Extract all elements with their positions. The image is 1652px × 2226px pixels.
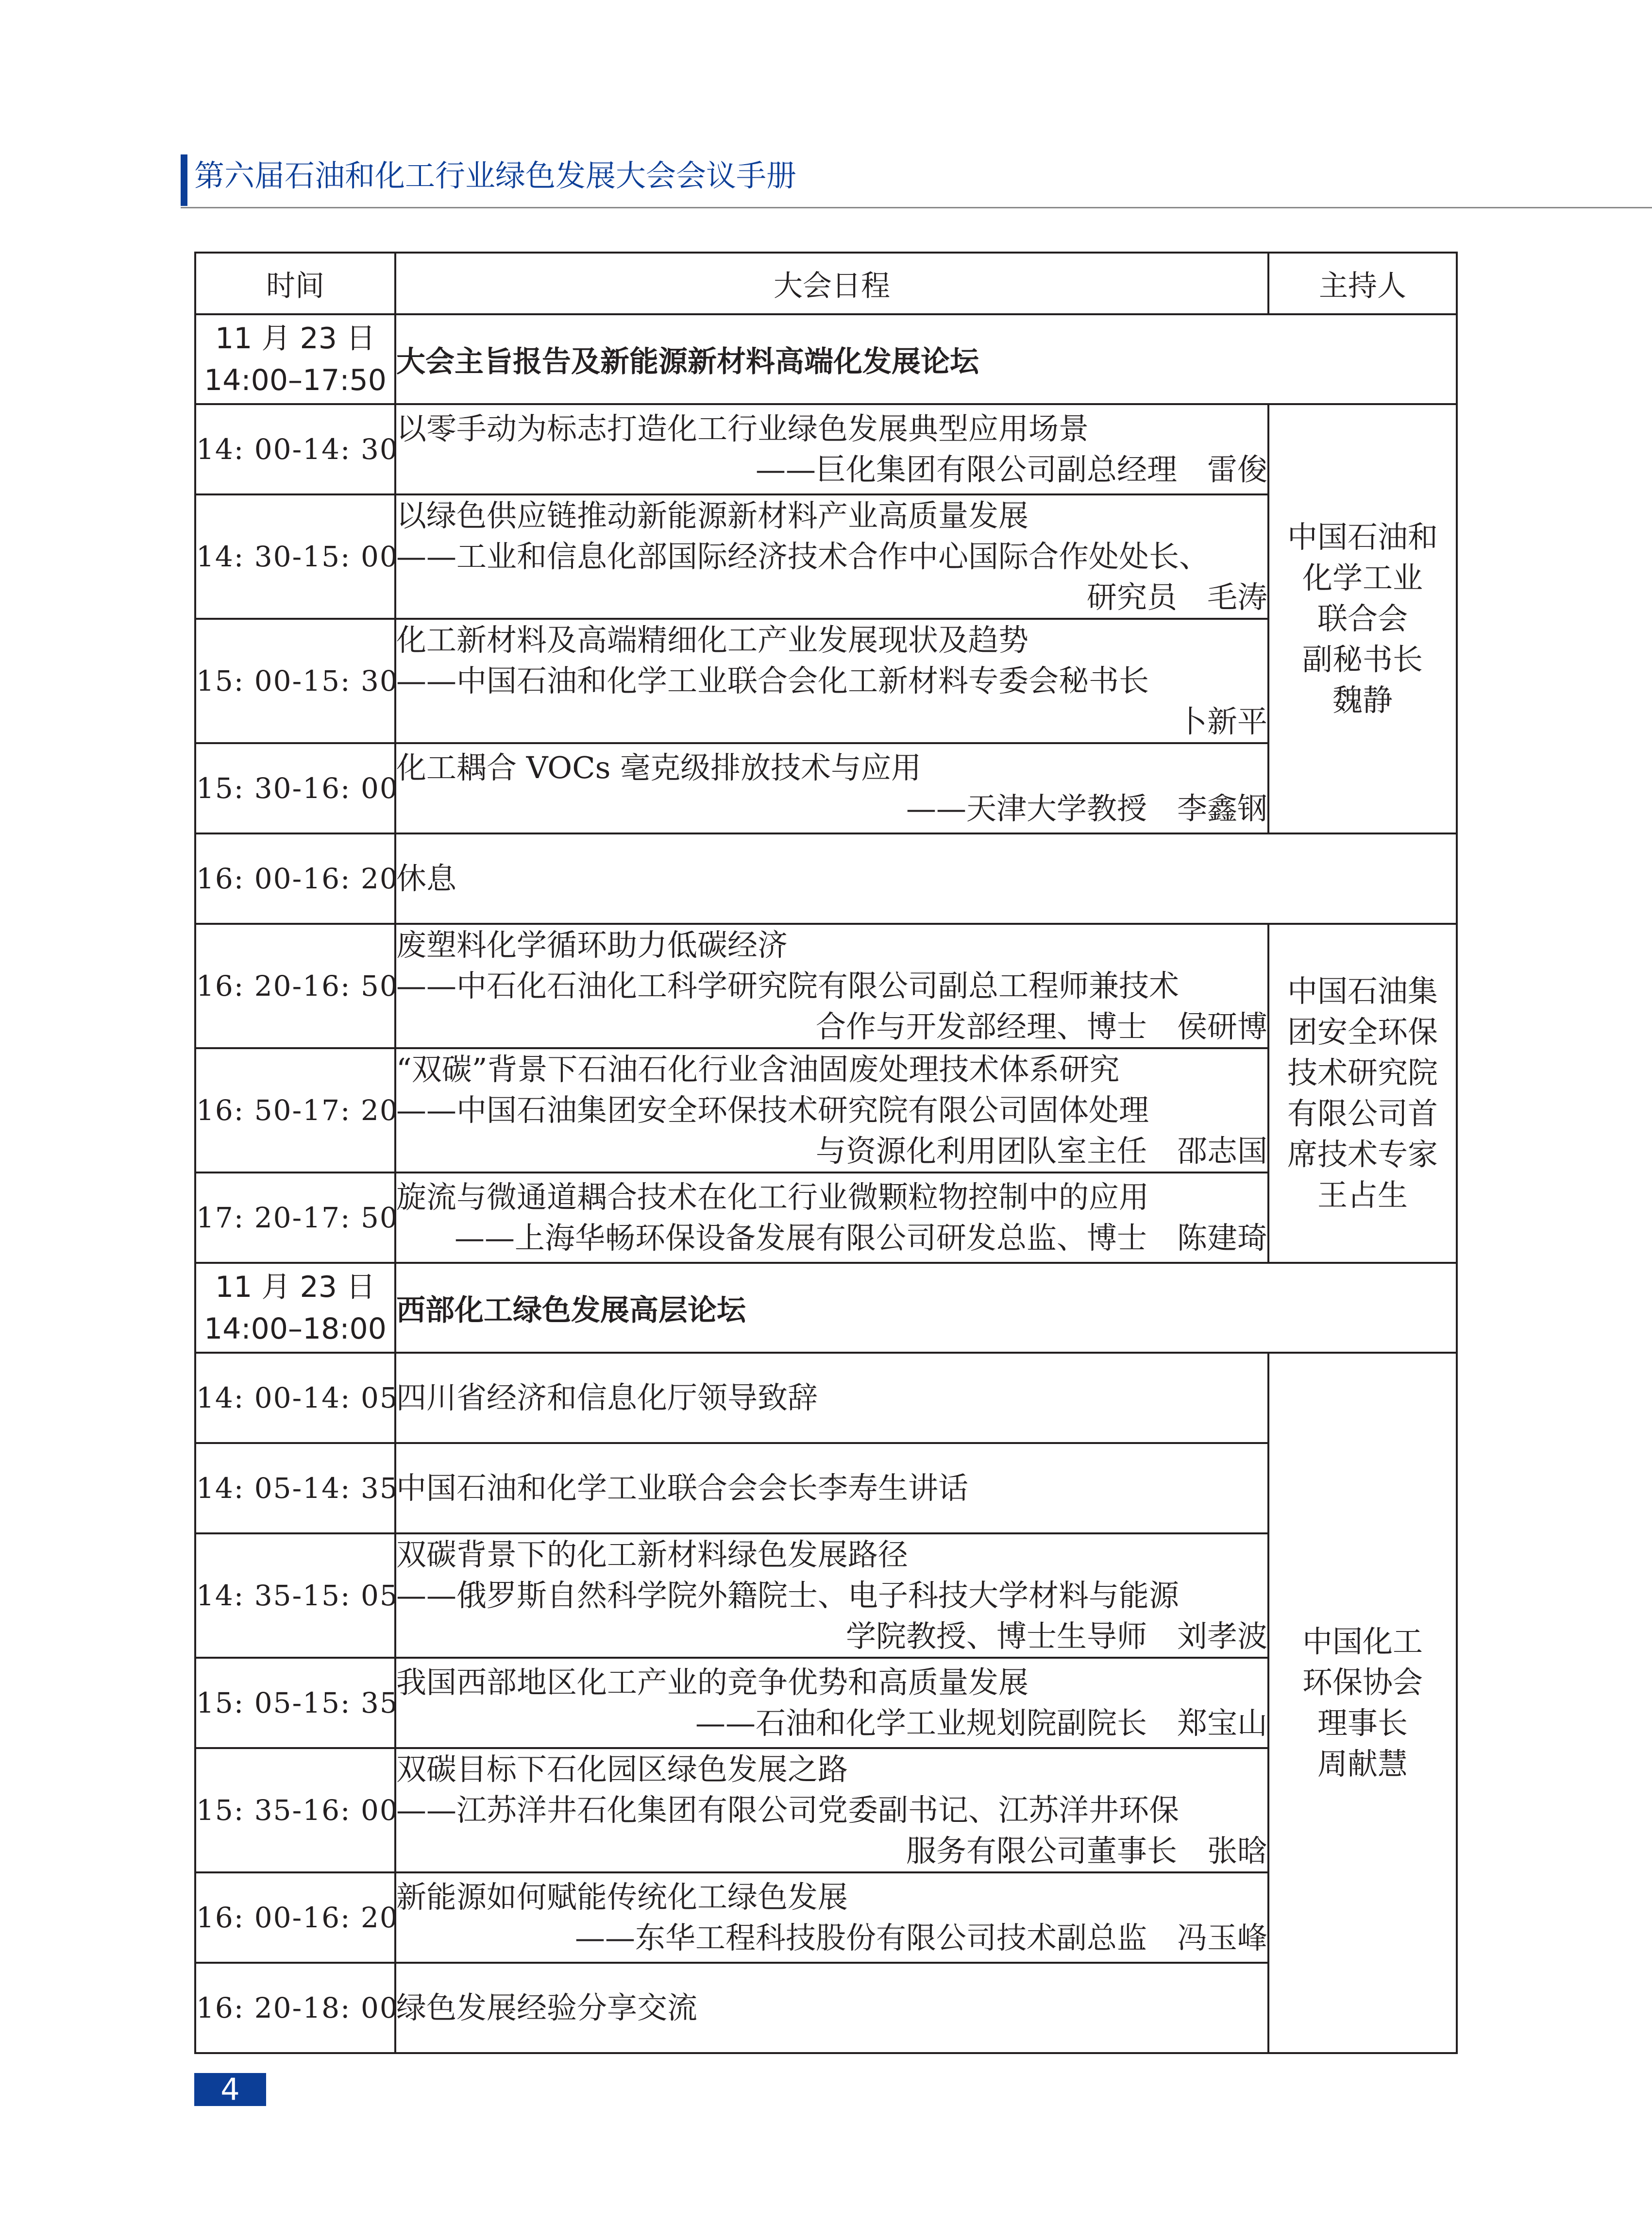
session-topic: 我国西部地区化工产业的竞争优势和高质量发展 xyxy=(396,1665,1029,1700)
session-time: 15: 30-16: 00 xyxy=(195,743,395,833)
session-speaker: 合作与开发部经理、博士 侯研博 xyxy=(815,1009,1267,1044)
session-topic: “双碳”背景下石油石化行业含油固废处理技术体系研究 xyxy=(396,1052,1120,1087)
table-row xyxy=(195,1172,1457,1263)
host-cell xyxy=(1268,1353,1457,2053)
break-time: 16: 00-16: 20 xyxy=(195,833,395,924)
host-line: 理事长 xyxy=(1317,1705,1408,1741)
break-row xyxy=(195,833,1457,924)
session-content xyxy=(395,1353,1268,1443)
session-topic: 中国石油和化学工业联合会会长李寿生讲话 xyxy=(396,1470,969,1506)
host-line: 中国石油和 xyxy=(1287,519,1438,555)
table-row xyxy=(195,1443,1457,1533)
header-accent-bar xyxy=(181,154,187,206)
session-content xyxy=(395,1172,1268,1263)
host-line: 团安全环保 xyxy=(1287,1014,1438,1050)
session-time: 16: 00-16: 20 xyxy=(195,1872,395,1963)
session-topic: 绿色发展经验分享交流 xyxy=(396,1990,698,2025)
session-content xyxy=(395,1658,1268,1748)
session-time: 16: 20-18: 00 xyxy=(195,1963,395,2053)
section-header-row xyxy=(195,1263,1457,1353)
host-line: 王占生 xyxy=(1317,1177,1408,1213)
host-cell xyxy=(1268,924,1457,1263)
session-content xyxy=(395,1533,1268,1658)
session-time: 14: 00-14: 30 xyxy=(195,404,395,494)
host-line: 联合会 xyxy=(1317,601,1408,636)
session-content xyxy=(395,494,1268,619)
session-topic: 废塑料化学循环助力低碳经济 xyxy=(396,927,788,963)
session-time: 15: 00-15: 30 xyxy=(195,619,395,743)
table-row xyxy=(195,1533,1457,1658)
table-row xyxy=(195,1658,1457,1748)
column-header-time: 时间 xyxy=(195,253,395,314)
section-date-time xyxy=(195,1263,395,1353)
session-topic: 化工耦合 VOCs 毫克级排放技术与应用 xyxy=(396,750,922,785)
session-topic: 双碳目标下石化园区绿色发展之路 xyxy=(396,1751,848,1787)
session-topic: 化工新材料及高端精细化工产业发展现状及趋势 xyxy=(396,622,1029,658)
table-row xyxy=(195,924,1457,1048)
table-row xyxy=(195,1048,1457,1172)
session-topic: 以零手动为标志打造化工行业绿色发展典型应用场景 xyxy=(396,411,1089,446)
session-speaker: ——上海华畅环保设备发展有限公司研发总监、博士 陈建琦 xyxy=(454,1220,1267,1256)
section-title: 西部化工绿色发展高层论坛 xyxy=(395,1263,1457,1353)
host-line: 有限公司首 xyxy=(1287,1096,1438,1131)
session-content xyxy=(395,1048,1268,1172)
table-row xyxy=(195,743,1457,833)
session-content xyxy=(395,619,1268,743)
session-speaker: 学院教授、博士生导师 刘孝波 xyxy=(845,1618,1267,1654)
session-speaker: ——工业和信息化部国际经济技术合作中心国际合作处处长、 xyxy=(396,539,1210,574)
running-header-title: 第六届石油和化工行业绿色发展大会会议手册 xyxy=(194,158,797,193)
section-time: 14:00–17:50 xyxy=(204,363,387,397)
session-speaker: 卜新平 xyxy=(1177,704,1267,739)
session-topic: 四川省经济和信息化厅领导致辞 xyxy=(396,1380,818,1415)
session-speaker: 与资源化利用团队室主任 邵志国 xyxy=(815,1133,1267,1169)
section-date: 11 月 23 日 xyxy=(215,321,375,356)
table-row xyxy=(195,404,1457,494)
agenda-table xyxy=(194,252,1458,2054)
column-header-agenda: 大会日程 xyxy=(395,253,1268,314)
session-speaker: 研究员 毛涛 xyxy=(1086,579,1267,615)
host-line: 技术研究院 xyxy=(1287,1055,1438,1090)
session-speaker: ——俄罗斯自然科学院外籍院士、电子科技大学材料与能源 xyxy=(396,1578,1180,1613)
session-speaker: ——巨化集团有限公司副总经理 雷俊 xyxy=(755,452,1267,487)
session-speaker: 服务有限公司董事长 张晗 xyxy=(906,1833,1267,1869)
section-time: 14:00–18:00 xyxy=(204,1311,387,1346)
session-speaker: ——天津大学教授 李鑫钢 xyxy=(906,791,1267,826)
host-line: 中国石油集 xyxy=(1287,973,1438,1009)
session-content xyxy=(395,404,1268,494)
session-time: 14: 35-15: 05 xyxy=(195,1533,395,1658)
table-row xyxy=(195,1353,1457,1443)
host-line: 周献慧 xyxy=(1317,1746,1408,1782)
host-line: 席技术专家 xyxy=(1287,1137,1438,1172)
session-topic: 旋流与微通道耦合技术在化工行业微颗粒物控制中的应用 xyxy=(396,1179,1149,1215)
session-speaker: ——中国石油集团安全环保技术研究院有限公司固体处理 xyxy=(396,1092,1149,1128)
session-content xyxy=(395,1963,1268,2053)
host-line: 化学工业 xyxy=(1302,560,1423,595)
session-speaker: ——中石化石油化工科学研究院有限公司副总工程师兼技术 xyxy=(396,968,1180,1003)
session-time: 16: 50-17: 20 xyxy=(195,1048,395,1172)
session-time: 14: 05-14: 35 xyxy=(195,1443,395,1533)
host-line: 魏静 xyxy=(1332,682,1393,718)
session-time: 15: 05-15: 35 xyxy=(195,1658,395,1748)
section-title: 大会主旨报告及新能源新材料高端化发展论坛 xyxy=(395,314,1457,404)
session-topic: 新能源如何赋能传统化工绿色发展 xyxy=(396,1879,848,1915)
page-number: 4 xyxy=(220,2072,240,2107)
table-row xyxy=(195,494,1457,619)
session-time: 14: 00-14: 05 xyxy=(195,1353,395,1443)
session-speaker: ——江苏洋井石化集团有限公司党委副书记、江苏洋井环保 xyxy=(396,1792,1180,1828)
column-header-host: 主持人 xyxy=(1268,253,1457,314)
session-speaker: ——东华工程科技股份有限公司技术副总监 冯玉峰 xyxy=(574,1920,1267,1955)
host-line: 中国化工 xyxy=(1302,1624,1423,1659)
session-content xyxy=(395,743,1268,833)
host-line: 环保协会 xyxy=(1302,1665,1423,1700)
break-label: 休息 xyxy=(395,833,1457,924)
session-content xyxy=(395,1872,1268,1963)
session-content xyxy=(395,1748,1268,1872)
section-header-row xyxy=(195,314,1457,404)
section-date-time xyxy=(195,314,395,404)
session-content xyxy=(395,924,1268,1048)
header-rule xyxy=(181,207,1652,208)
host-line: 副秘书长 xyxy=(1302,642,1423,677)
session-topic: 双碳背景下的化工新材料绿色发展路径 xyxy=(396,1537,909,1572)
session-topic: 以绿色供应链推动新能源新材料产业高质量发展 xyxy=(396,498,1029,533)
session-time: 16: 20-16: 50 xyxy=(195,924,395,1048)
session-speaker: ——石油和化学工业规划院副院长 郑宝山 xyxy=(695,1705,1267,1741)
session-speaker: ——中国石油和化学工业联合会化工新材料专委会秘书长 xyxy=(396,663,1149,698)
session-time: 15: 35-16: 00 xyxy=(195,1748,395,1872)
host-cell xyxy=(1268,404,1457,833)
table-row xyxy=(195,1963,1457,2053)
table-row xyxy=(195,1748,1457,1872)
session-content xyxy=(395,1443,1268,1533)
session-time: 14: 30-15: 00 xyxy=(195,494,395,619)
section-date: 11 月 23 日 xyxy=(215,1270,375,1304)
table-header-row xyxy=(195,253,1457,314)
session-time: 17: 20-17: 50 xyxy=(195,1172,395,1263)
table-row xyxy=(195,1872,1457,1963)
table-row xyxy=(195,619,1457,743)
